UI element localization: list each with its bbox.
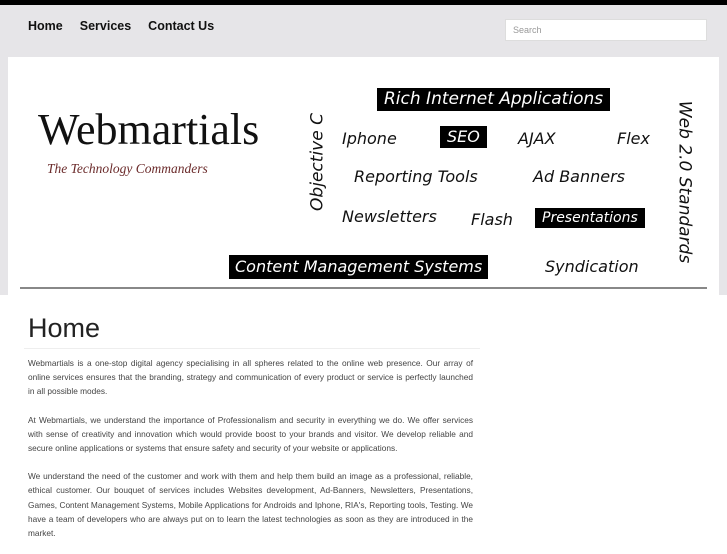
word-objective-c: Objective C [307,113,328,211]
word-ajax: AJAX [518,129,556,148]
nav-home[interactable]: Home [28,19,63,33]
nav-contact-us[interactable]: Contact Us [148,19,215,33]
page-title: Home [28,313,101,343]
word-syndication: Syndication [545,257,639,276]
paragraph: Webmartials is a one-stop digital agency specialising in all spheres related to the online web presence. Our array of online services ensures that the branding, strategy and communication of every product or service is perfectly launched in all possible modes. [28,358,473,397]
tagline: The Technology Commanders [47,161,208,176]
search-input[interactable] [505,19,707,41]
main-nav [28,19,214,33]
word-newsletters: Newsletters [342,207,437,226]
word-iphone: Iphone [342,129,397,148]
logo-text: Webmartials [38,105,260,154]
page-content [28,356,473,554]
word-flash: Flash [471,210,513,229]
word-ad-banners: Ad Banners [533,167,626,186]
word-web2: Web 2.0 Standards [674,100,695,264]
paragraph: At Webmartials, we understand the importance of Professionalism and security in everything we do. We offer services with sense of creativity and innovation which would provide boost to your brands and visitor. We develop reliable and secure online applications or systems that ensure safety and security of your website or applications. [28,414,473,454]
title-divider [24,348,480,349]
word-seo: SEO [440,126,487,148]
word-reporting-tools: Reporting Tools [354,167,478,186]
nav-services[interactable]: Services [79,19,132,33]
paragraph: We understand the need of the customer and work with them and help them build an image as a professional, reliable, ethical customer. Our bouquet of services includes Websites development, Ad-Banners, Newsletters, Presentations, Games, Content Management Systems, Mobile Applications for Androids and Iphone, RIA's, Reporting tools, Testing. We have a team of developers who are always put on to learn the latest technologies as soon as they are introduced in the market. [28,471,473,539]
banner-divider [20,287,707,289]
word-ria: Rich Internet Applications [377,88,610,111]
word-cms: Content Management Systems [229,255,488,279]
word-flex: Flex [617,129,650,148]
word-presentations: Presentations [535,208,645,228]
